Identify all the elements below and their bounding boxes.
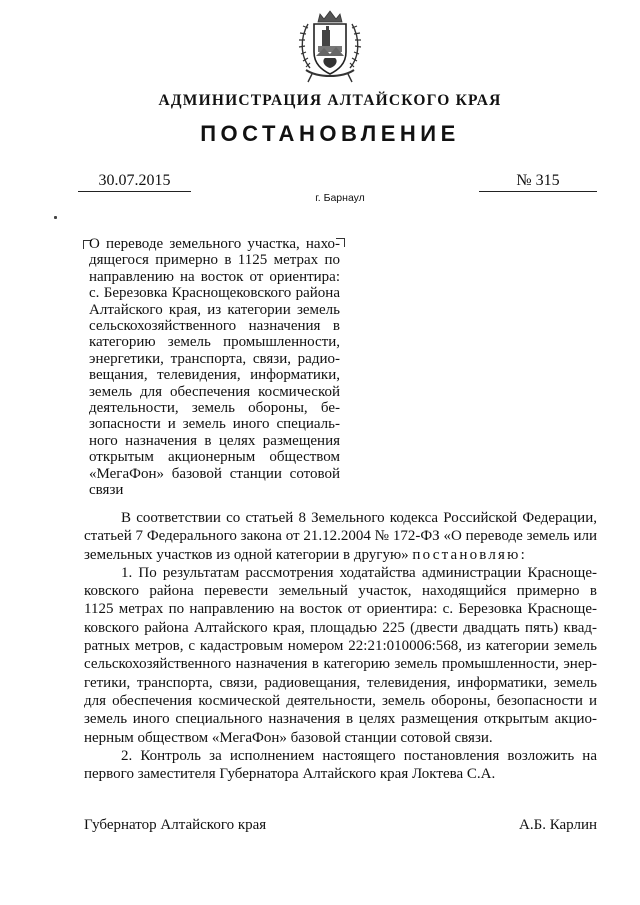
subject-line: направлению на восток от ориентира: bbox=[89, 268, 340, 285]
subject-line: энергетики, транспорта, связи, радио- bbox=[89, 350, 340, 367]
item1-line: для обеспечения космической деятельности, земель обороны, безопасности и bbox=[84, 692, 597, 709]
subject-line: ного назначения в целях размещения bbox=[89, 432, 340, 449]
subject-line: сельскохозяйственного назначения в bbox=[89, 318, 340, 335]
signatory-position: Губернатор Алтайского края bbox=[84, 817, 267, 833]
subject-line: категорию земель промышленности, bbox=[89, 334, 340, 351]
subject-line: дящегося примерно в 1125 метрах по bbox=[89, 252, 340, 269]
subject-line: деятельности, земель обороны, бе- bbox=[89, 400, 340, 417]
item1-line: сельскохозяйственного назначения в категорию земель промышленности, энер- bbox=[84, 656, 597, 673]
subject-line: с. Березовка Краснощековского района bbox=[89, 285, 340, 302]
subject-line: О переводе земельного участка, нахо- bbox=[89, 236, 340, 252]
subject-heading bbox=[89, 236, 340, 499]
signatory-name: А.Б. Карлин bbox=[519, 817, 598, 833]
organization-title: АДМИНИСТРАЦИЯ АЛТАЙСКОГО КРАЯ bbox=[158, 92, 502, 109]
coat-of-arms-emblem-icon bbox=[296, 8, 364, 86]
preamble-line-text: земельных участков из одной категории в другую» bbox=[84, 546, 409, 563]
item1-line: ковского района Алтайского края, площадью 225 (двести двадцать пять) квад- bbox=[84, 619, 597, 636]
preamble-line-with-keyword bbox=[84, 546, 597, 564]
item2-line: первого заместителя Губернатора Алтайского края Локтева С.А. bbox=[84, 766, 496, 783]
subject-line: открытым акционерным обществом bbox=[89, 449, 340, 466]
subject-line: связи bbox=[89, 482, 124, 499]
preamble-line: В соответствии со статьей 8 Земельного кодекса Российской Федерации, bbox=[121, 510, 597, 526]
margin-mark bbox=[54, 216, 57, 219]
document-city: г. Барнаул bbox=[315, 192, 365, 204]
subject-line: земель для обеспечения космической bbox=[89, 383, 340, 400]
document-type-title: ПОСТАНОВЛЕНИЕ bbox=[200, 121, 460, 146]
item1-line: нерным обществом «МегаФон» базовой станции сотовой связи. bbox=[84, 729, 493, 746]
preamble-line: статьей 7 Федерального закона от 21.12.2004 № 172-ФЗ «О переводе земель или bbox=[84, 528, 597, 545]
resolution-body bbox=[84, 509, 597, 783]
item2-line: 2. Контроль за исполнением настоящего постановления возложить на bbox=[121, 747, 597, 764]
item1-line: ковского района перевести земельный участок, находящийся примерно в bbox=[84, 583, 597, 600]
subject-line: Алтайского края, из категории земель bbox=[89, 301, 340, 318]
subject-line: зопасности и земель иного специаль- bbox=[89, 416, 340, 433]
resolution-keyword: постановляю: bbox=[412, 546, 527, 563]
item1-line: 1125 метрах по направлению на восток от ориентира: с. Березовка Краснощe- bbox=[84, 601, 597, 618]
item1-line: ратных метров, с кадастровым номером 22:21:010006:568, из категории земель bbox=[84, 638, 597, 655]
item1-line: 1. По результатам рассмотрения ходатайства администрации Краснощe- bbox=[121, 564, 597, 581]
item1-line: гетики, транспорта, связи, радиовещания, телевидения, информатики, земель bbox=[84, 674, 597, 691]
document-number: № 315 bbox=[479, 171, 597, 192]
item1-line: земель иного специального назначения в целях размещения открытым акцио- bbox=[84, 711, 597, 728]
subject-line: «МегаФон» базовой станции сотовой bbox=[89, 465, 340, 482]
document-date: 30.07.2015 bbox=[78, 171, 191, 192]
subject-line: вещания, телевидения, информатики, bbox=[89, 367, 340, 384]
